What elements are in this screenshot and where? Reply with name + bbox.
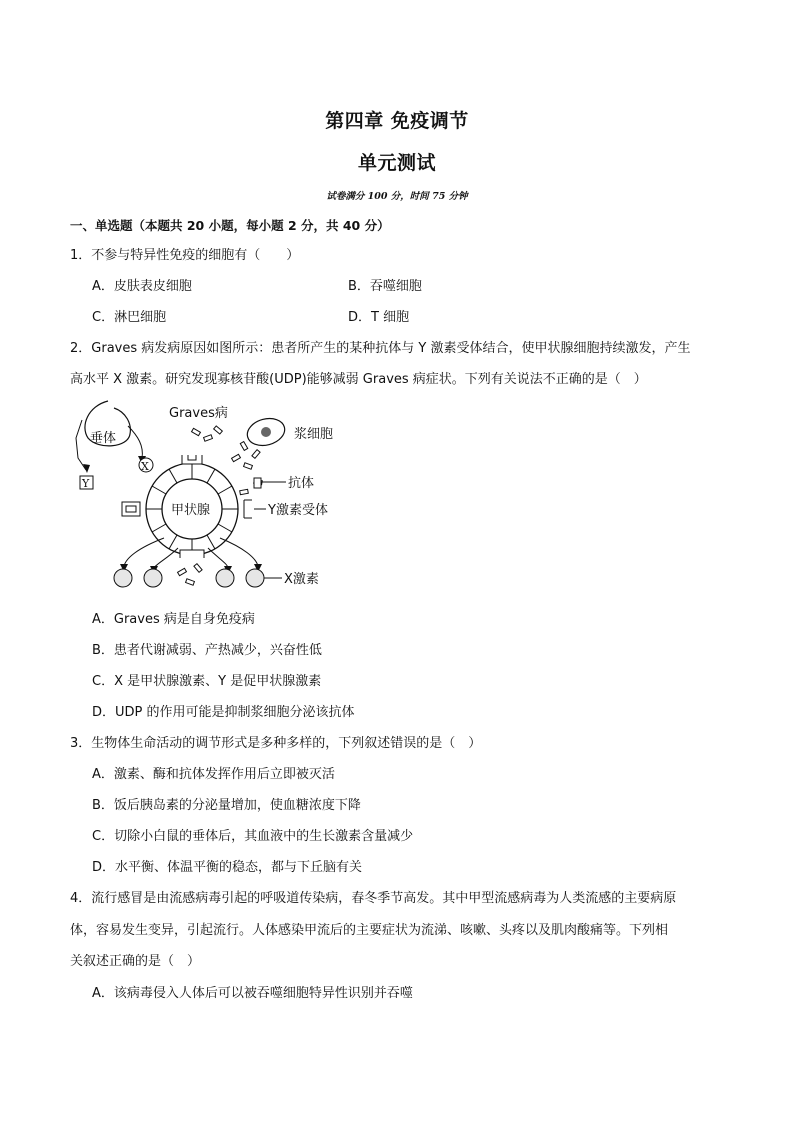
chapter-title: 第四章 免疫调节	[325, 110, 469, 132]
x-hormone-circles	[114, 569, 264, 587]
q1-option-a: A．皮肤表皮细胞	[92, 279, 192, 294]
exam-note: 试卷满分 100 分，时间 75 分钟	[326, 191, 468, 202]
receptor-label: Y激素受体	[268, 503, 328, 518]
q3-option-c: C．切除小白鼠的垂体后，其血液中的生长激素含量减少	[92, 829, 414, 844]
q2-option-c: C．X 是甲状腺激素、Y 是促甲状腺激素	[92, 674, 322, 689]
secretion-arrowheads	[120, 564, 262, 574]
pituitary-label: 垂体	[90, 431, 117, 446]
antibody-marker	[254, 478, 261, 488]
q2-option-d: D．UDP 的作用可能是抑制浆细胞分泌该抗体	[92, 705, 355, 720]
x-hormone-label: X激素	[284, 572, 319, 587]
q2-option-b: B．患者代谢减弱、产热减少，兴奋性低	[92, 643, 322, 658]
q2-stem-line1: 2．Graves 病发病原因如图所示：患者所产生的某种抗体与 Y 激素受体结合，使甲状腺细胞持续激发，产生	[70, 341, 691, 356]
plasma-cell-nucleus	[261, 427, 271, 437]
q2-option-a: A．Graves 病是自身免疫病	[92, 612, 255, 627]
q4-stem-line1: 4．流行感冒是由流感病毒引起的呼吸道传染病，春冬季节高发。其中甲型流感病毒为人类流感的主要病原	[70, 891, 677, 906]
q4-option-a: A．该病毒侵入人体后可以被吞噬细胞特异性识别并吞噬	[92, 986, 413, 1001]
q2-stem-line2: 高水平 X 激素。研究发现寡核苷酸(UDP)能够减弱 Graves 病症状。下列有关说法不正确的是（ ）	[70, 372, 647, 387]
antibody-label: 抗体	[288, 476, 315, 491]
q3-option-a: A．激素、酶和抗体发挥作用后立即被灭活	[92, 767, 335, 782]
q1-stem: 1．不参与特异性免疫的细胞有（ ）	[70, 248, 300, 263]
q4-stem-line3: 关叙述正确的是（ ）	[70, 954, 201, 969]
q1-option-c: C．淋巴细胞	[92, 310, 167, 325]
thyroid-label: 甲状腺	[171, 503, 211, 518]
q3-option-b: B．饭后胰岛素的分泌量增加，使血糖浓度下降	[92, 798, 361, 813]
section-heading: 一、单选题（本题共 20 小题，每小题 2 分，共 40 分）	[70, 218, 390, 233]
graves-diagram-svg	[68, 398, 358, 598]
q3-stem: 3．生物体生命活动的调节形式是多种多样的，下列叙述错误的是（ ）	[70, 736, 482, 751]
q1-option-b: B．吞噬细胞	[348, 279, 422, 294]
q4-stem-line2: 体，容易发生变异，引起流行。人体感染甲流后的主要症状为流涕、咳嗽、头疼以及肌肉酸痛等。下列相	[70, 923, 669, 938]
graves-label: Graves病	[169, 406, 228, 421]
y-box-label: Y	[82, 477, 90, 490]
q1-option-d: D．T 细胞	[348, 310, 410, 325]
graves-diagram	[68, 398, 358, 598]
x-circle-label: X	[141, 460, 149, 473]
plasma-cell-label: 浆细胞	[294, 427, 334, 442]
q3-option-d: D．水平衡、体温平衡的稳态，都与下丘脑有关	[92, 860, 363, 875]
unit-test-title: 单元测试	[357, 152, 436, 174]
